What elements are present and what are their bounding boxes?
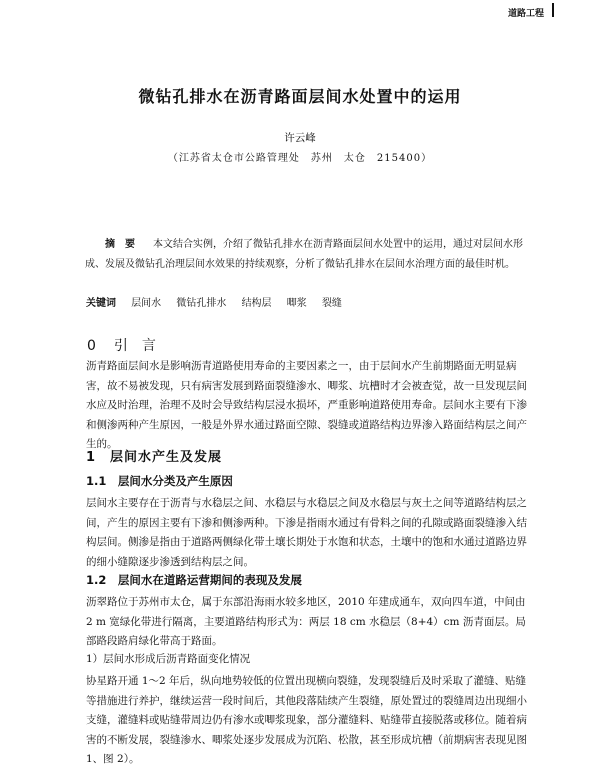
- abstract: [85, 235, 530, 275]
- keyword: 唧浆: [286, 298, 307, 309]
- header-divider: [552, 3, 554, 17]
- body-paragraph: 沥翠路位于苏州市太仓，属于东部沿海雨水较多地区，2010 年建成通车，双向四车道，中间由 2 m 宽绿化带进行隔离，主要道路结构形式为：两层 18 cm 水稳层（8+4）cm 沥青面层。局部路段路肩绿化带高于路面。: [86, 596, 526, 647]
- keyword: 微钻孔排水: [176, 298, 227, 309]
- keyword: 层间水: [131, 298, 162, 309]
- body-paragraph: 协星路开通 1～2 年后，纵向地势较低的位置出现横向裂缝，发现裂缝后及时采取了灌缝、贴缝等措施进行养护，继续运营一段时间后，其他段落陆续产生裂缝，原处置过的裂缝周边出现细小支缝，灌缝料或贴缝带周边仍有渗水或唧浆现象，部分灌缝料、贴缝带直接脱落或移位。随着病害的不断发展，裂缝渗水、唧浆处逐步发展成为沉陷、松散，甚至形成坑槽（前期病害表现见图 1、图 2）。: [86, 675, 527, 765]
- intro-paragraph: 沥青路面层间水是影响沥青道路使用寿命的主要因素之一，由于层间水产生前期路面无明显病害，故不易被发现，只有病害发展到路面裂缝渗水、唧浆、坑槽时才会被查觉，故一旦发现层间水应及时治理，治理不及时会导致结构层浸水损坏，严重影响道路使用寿命。层间水主要有下渗和侧渗两种产生原因，一般是外界水通过路面空隙、裂缝或道路结构边界渗入路面结构层之间产生的。: [86, 360, 527, 450]
- subsubsection-heading: 1）层间水形成后沥青路面变化情况: [86, 653, 251, 665]
- abstract-label: 摘 要: [105, 239, 135, 250]
- intro-number: 0: [87, 338, 96, 354]
- author: 许云峰: [284, 132, 316, 144]
- intro-heading: [87, 335, 156, 355]
- keyword: 结构层: [241, 298, 272, 309]
- keyword: 裂缝: [321, 298, 342, 309]
- body-paragraph: 层间水主要存在于沥青与水稳层之间、水稳层与水稳层之间及水稳层与灰土之间等道路结构层之间，产生的原因主要有下渗和侧渗两种。下渗是指雨水通过有骨料之间的孔隙或路面裂缝渗入结构层间。侧渗是指由于道路两侧绿化带土壤长期处于水饱和状态，土壤中的饱和水通过道路边界的细小缝隙逐步渗透到结构层之间。: [86, 497, 527, 568]
- subsection-heading: 1.2 层间水在道路运营期间的表现及发展: [86, 573, 302, 587]
- keywords-label: 关键词: [86, 298, 116, 309]
- abstract-text: 本文结合实例，介绍了微钻孔排水在沥青路面层间水处置中的运用，通过对层间水形成、发展及微钻孔治理层间水效果的持续观察，分析了微钻孔排水在层间水治理方面的最佳时机。: [85, 239, 523, 270]
- section-heading: 1 层间水产生及发展: [86, 450, 223, 465]
- affiliation: （江苏省太仓市公路管理处 苏州 太仓 215400）: [167, 153, 433, 164]
- paper-title: 微钻孔排水在沥青路面层间水处置中的运用: [138, 87, 462, 106]
- keywords: [86, 294, 526, 309]
- subsection-heading: 1.1 层间水分类及产生原因: [86, 474, 233, 488]
- running-header: 道路工程: [507, 9, 544, 19]
- intro-title: 引 言: [113, 338, 156, 354]
